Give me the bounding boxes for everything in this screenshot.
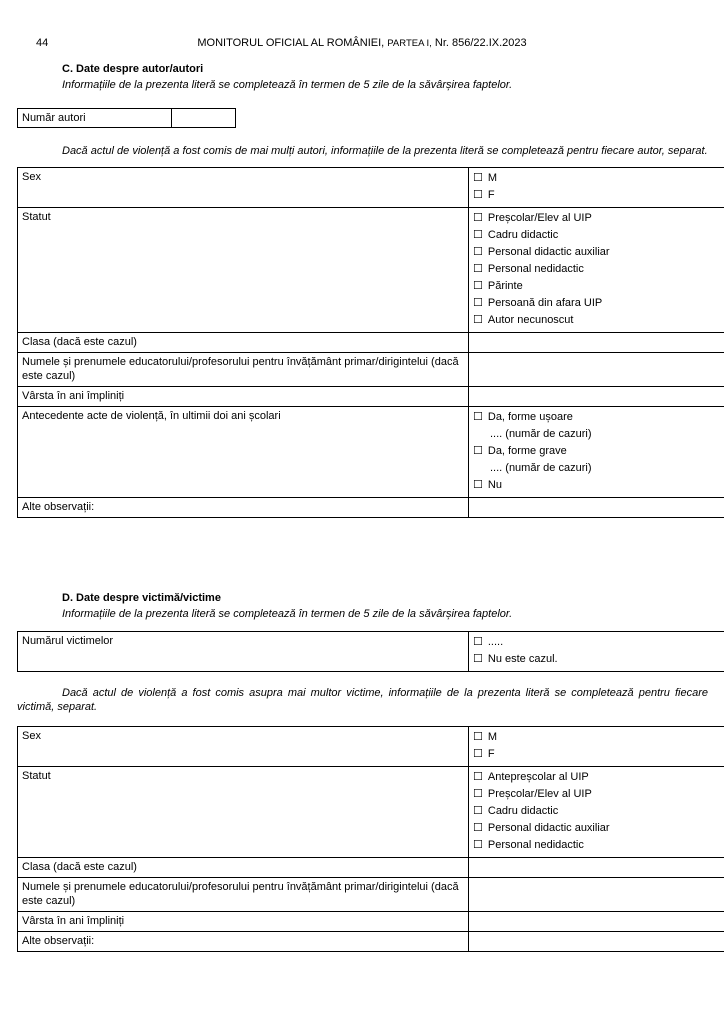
victima-form-table	[17, 726, 724, 952]
row-label: Clasa (dacă este cazul)	[18, 858, 469, 878]
checkbox-icon[interactable]: ☐	[473, 280, 483, 292]
row-sex	[18, 727, 724, 767]
checkbox-icon[interactable]: ☐	[473, 314, 483, 326]
input-cell[interactable]	[469, 858, 724, 878]
checkbox-option[interactable]	[473, 651, 722, 668]
checkbox-option[interactable]	[473, 187, 722, 204]
checkbox-icon[interactable]: ☐	[473, 636, 483, 648]
checkbox-icon[interactable]: ☐	[473, 822, 483, 834]
input-cell[interactable]	[469, 333, 724, 353]
row-label: Sex	[18, 168, 469, 208]
option-label: Da, forme grave	[487, 445, 567, 457]
numar-autori-box	[17, 108, 236, 128]
row-clasa	[18, 333, 724, 353]
options-cell	[469, 407, 724, 498]
numar-autori-label: Număr autori	[18, 109, 172, 128]
checkbox-icon[interactable]: ☐	[473, 839, 483, 851]
row-label: Alte observații:	[18, 498, 469, 518]
checkbox-option[interactable]	[473, 244, 722, 261]
section-d-note: Informațiile de la prezenta literă se completează în termen de 5 zile de la săvârșirea faptelor.	[62, 608, 513, 620]
checkbox-icon[interactable]: ☐	[473, 653, 483, 665]
autor-form-table	[17, 167, 724, 518]
section-d-paragraph: Dacă actul de violență a fost comis asupra mai multor victime, informațiile de la prezenta literă se completează pentru fiecare victimă, separat.	[17, 687, 708, 713]
checkbox-option[interactable]	[473, 409, 722, 426]
row-label: Clasa (dacă este cazul)	[18, 333, 469, 353]
checkbox-option[interactable]	[473, 295, 722, 312]
numar-autori-input[interactable]	[172, 109, 236, 128]
checkbox-option[interactable]	[473, 786, 722, 803]
row-statut	[18, 208, 724, 333]
checkbox-icon[interactable]: ☐	[473, 771, 483, 783]
option-label: Preșcolar/Elev al UIP	[487, 788, 592, 800]
row-varsta	[18, 387, 724, 407]
section-c-heading: C. Date despre autor/autori	[62, 63, 204, 75]
checkbox-icon[interactable]: ☐	[473, 229, 483, 241]
checkbox-icon[interactable]: ☐	[473, 212, 483, 224]
checkbox-icon[interactable]: ☐	[473, 788, 483, 800]
checkbox-option[interactable]	[473, 837, 722, 854]
options-cell	[469, 727, 724, 767]
section-c-note: Informațiile de la prezenta literă se completează în termen de 5 zile de la săvârșirea faptelor.	[62, 79, 513, 91]
option-label: Personal didactic auxiliar	[487, 246, 610, 258]
row-label: Antecedente acte de violență, în ultimii doi ani școlari	[18, 407, 469, 498]
journal-name: MONITORUL OFICIAL AL ROMÂNIEI,	[197, 37, 385, 49]
option-label: Preșcolar/Elev al UIP	[487, 212, 592, 224]
checkbox-icon[interactable]: ☐	[473, 263, 483, 275]
row-label: Statut	[18, 767, 469, 858]
page-number: 44	[36, 37, 49, 49]
row-label: Vârsta în ani împliniți	[18, 912, 469, 932]
checkbox-icon[interactable]: ☐	[473, 805, 483, 817]
numar-autori-row	[18, 109, 236, 128]
row-label: Numele și prenumele educatorului/profesorului pentru învățământ primar/dirigintelui (dacă este cazul)	[18, 353, 469, 387]
page-content	[17, 62, 708, 952]
row-varsta	[18, 912, 724, 932]
option-label: .... (număr de cazuri)	[490, 462, 592, 474]
input-cell[interactable]	[469, 932, 724, 952]
checkbox-icon[interactable]: ☐	[473, 445, 483, 457]
input-cell[interactable]	[469, 353, 724, 387]
section-d-heading: D. Date despre victimă/victime	[62, 592, 221, 604]
checkbox-icon[interactable]: ☐	[473, 748, 483, 760]
option-label: .... (număr de cazuri)	[490, 428, 592, 440]
option-label: F	[487, 189, 495, 201]
row-alte-observatii	[18, 932, 724, 952]
input-cell[interactable]	[469, 878, 724, 912]
journal-issue: Nr. 856/22.IX.2023	[434, 37, 527, 49]
option-subline[interactable]	[473, 426, 722, 443]
checkbox-option[interactable]	[473, 261, 722, 278]
option-label: Personal nedidactic	[487, 839, 584, 851]
row-label: Numărul victimelor	[18, 632, 469, 672]
victime-count-table	[17, 631, 724, 672]
checkbox-option[interactable]	[473, 803, 722, 820]
options-cell	[469, 767, 724, 858]
checkbox-icon[interactable]: ☐	[473, 189, 483, 201]
checkbox-icon[interactable]: ☐	[473, 731, 483, 743]
input-cell[interactable]	[469, 498, 724, 518]
checkbox-icon[interactable]: ☐	[473, 297, 483, 309]
option-subline[interactable]	[473, 460, 722, 477]
checkbox-option[interactable]	[473, 729, 722, 746]
row-statut	[18, 767, 724, 858]
option-label: Cadru didactic	[487, 229, 559, 241]
checkbox-option[interactable]	[473, 227, 722, 244]
option-label: Cadru didactic	[487, 805, 559, 817]
checkbox-option[interactable]	[473, 312, 722, 329]
checkbox-icon[interactable]: ☐	[473, 411, 483, 423]
option-label: Părinte	[487, 280, 523, 292]
option-label: Nu este cazul.	[487, 653, 558, 665]
row-clasa	[18, 858, 724, 878]
option-label: M	[487, 172, 498, 184]
option-label: Personal didactic auxiliar	[487, 822, 610, 834]
section-c-header-block	[62, 62, 708, 93]
checkbox-option[interactable]	[473, 210, 722, 227]
section-d-header-block	[62, 591, 708, 622]
option-label: M	[487, 731, 498, 743]
row-numar-victime	[18, 632, 724, 672]
option-label: Autor necunoscut	[487, 314, 574, 326]
option-label: .....	[487, 636, 504, 648]
option-label: Nu	[487, 479, 502, 491]
option-label: Da, forme ușoare	[487, 411, 573, 423]
running-header	[0, 37, 724, 49]
option-label: Personal nedidactic	[487, 263, 584, 275]
checkbox-option[interactable]	[473, 820, 722, 837]
checkbox-option[interactable]	[473, 477, 722, 494]
checkbox-option[interactable]	[473, 746, 722, 763]
row-alte-observatii	[18, 498, 724, 518]
checkbox-option[interactable]	[473, 170, 722, 187]
checkbox-option[interactable]	[473, 634, 722, 651]
option-label: Antepreșcolar al UIP	[487, 771, 589, 783]
section-c-paragraph: Dacă actul de violență a fost comis de mai mulți autori, informațiile de la prezenta literă se completează pentru fiecare autor, separat.	[62, 145, 708, 157]
row-nume-educator	[18, 878, 724, 912]
input-cell[interactable]	[469, 387, 724, 407]
row-label: Vârsta în ani împliniți	[18, 387, 469, 407]
option-label: F	[487, 748, 495, 760]
checkbox-option[interactable]	[473, 443, 722, 460]
checkbox-option[interactable]	[473, 769, 722, 786]
row-nume-educator	[18, 353, 724, 387]
checkbox-icon[interactable]: ☐	[473, 172, 483, 184]
checkbox-icon[interactable]: ☐	[473, 246, 483, 258]
input-cell[interactable]	[469, 912, 724, 932]
checkbox-icon[interactable]: ☐	[473, 479, 483, 491]
options-cell	[469, 168, 724, 208]
row-label: Alte observații:	[18, 932, 469, 952]
row-label: Numele și prenumele educatorului/profesorului pentru învățământ primar/dirigintelui (dacă este cazul)	[18, 878, 469, 912]
options-cell	[469, 632, 724, 672]
row-label: Sex	[18, 727, 469, 767]
options-cell	[469, 208, 724, 333]
row-antecedente	[18, 407, 724, 498]
row-label: Statut	[18, 208, 469, 333]
option-label: Persoană din afara UIP	[487, 297, 603, 309]
row-sex	[18, 168, 724, 208]
journal-part: PARTEA I,	[387, 38, 432, 49]
checkbox-option[interactable]	[473, 278, 722, 295]
